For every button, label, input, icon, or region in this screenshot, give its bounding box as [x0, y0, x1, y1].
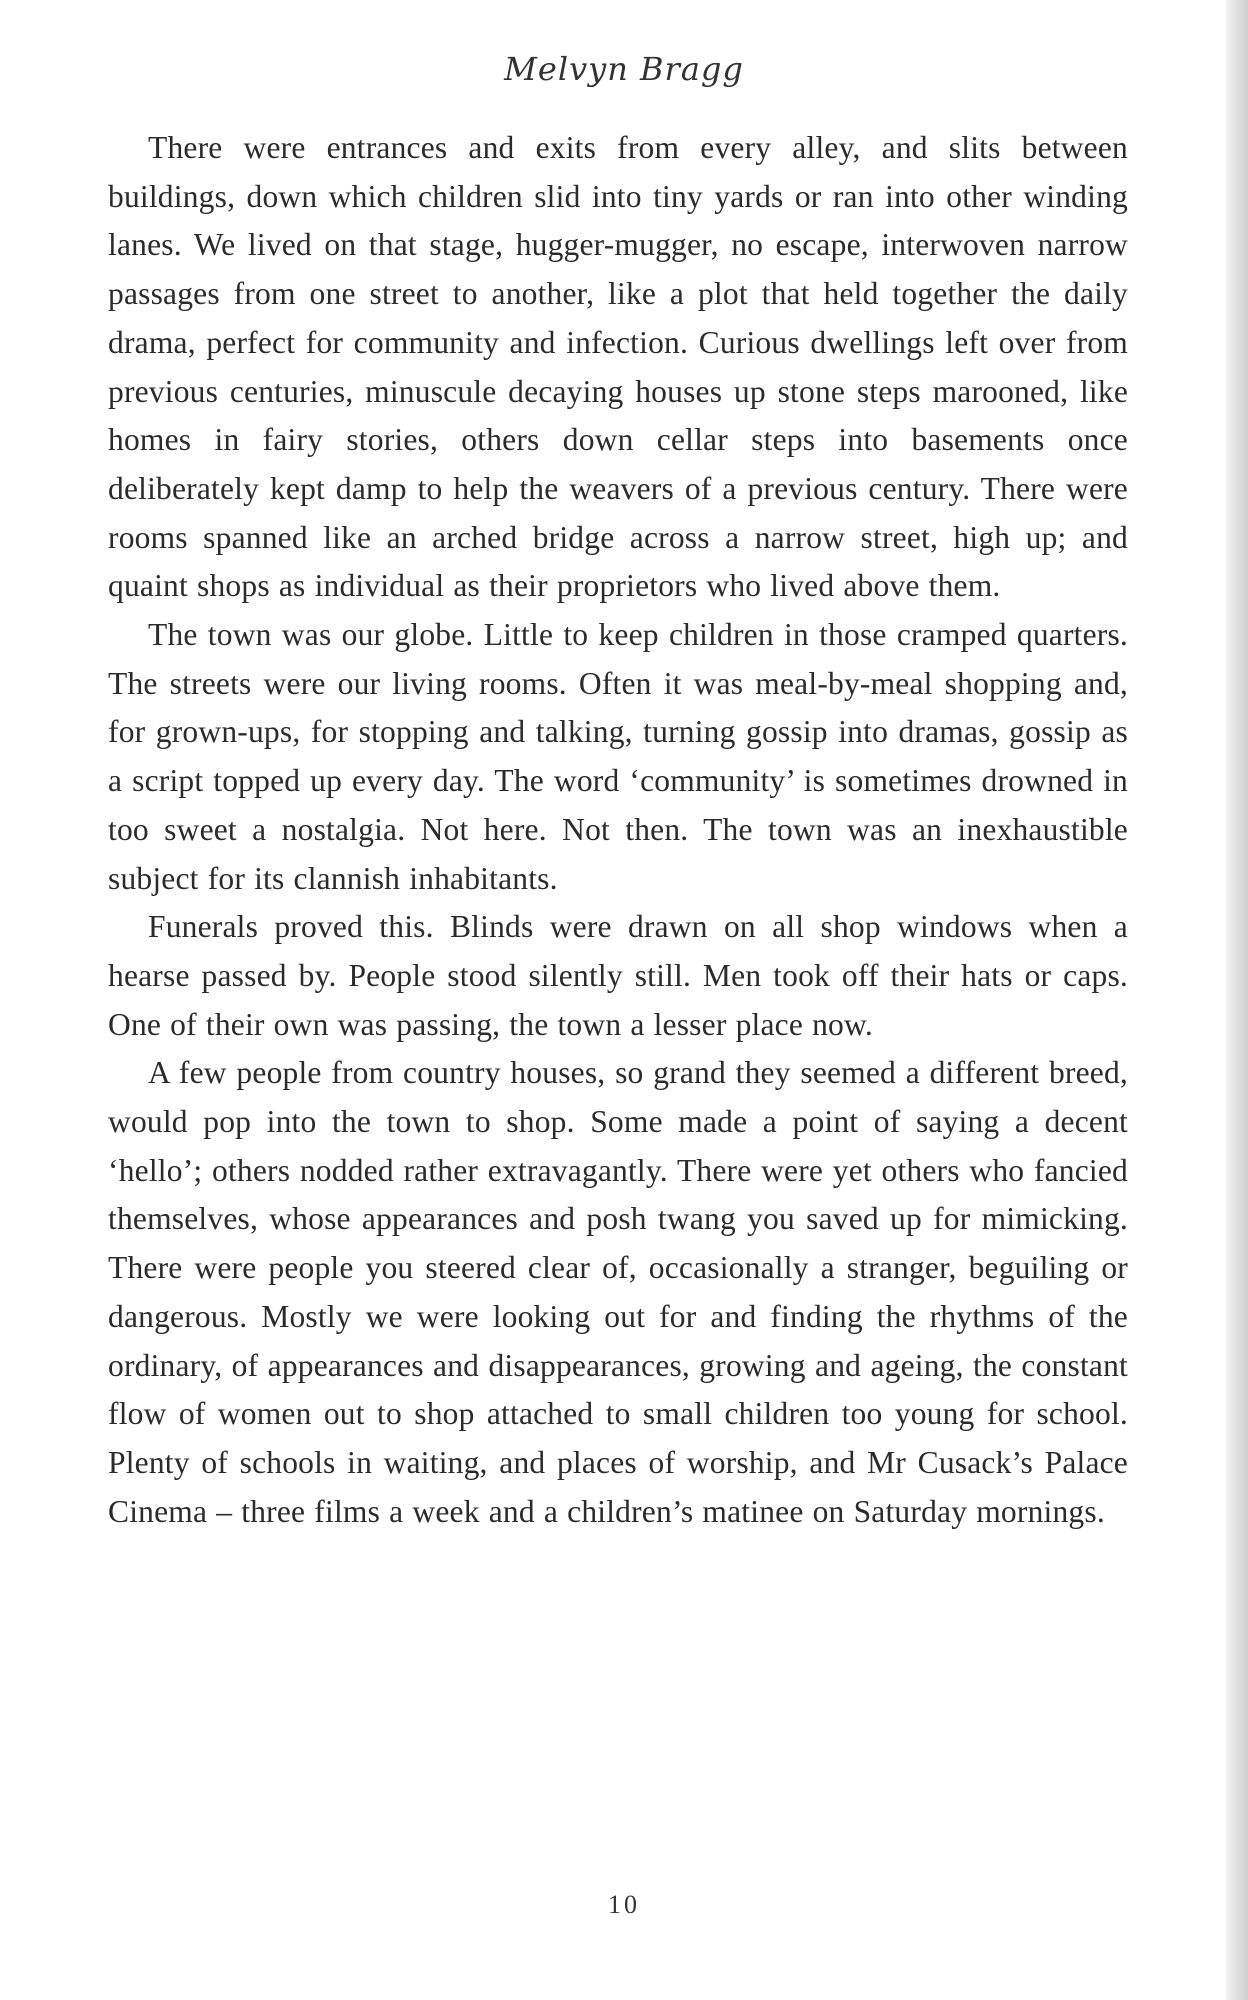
page-number: 10 — [608, 1890, 640, 1919]
paragraph-town-globe: The town was our globe. Little to keep children in those cramped quarters. The streets were our living rooms. Often it was meal-by-meal shopping and, for grown-ups, for stopping and talking, turning gossip into dramas, gossip as a script topped up every day. The word ‘community’ is sometimes drowned in too sweet a nostalgia. Not here. Not then. The town was an inexhaustible subject for its clannish inhabitants. — [108, 617, 1128, 896]
running-head-author: Melvyn Bragg — [504, 50, 744, 88]
paragraph-alleys: There were entrances and exits from every alley, and slits between buildings, down which children slid into tiny yards or ran into other winding lanes. We lived on that stage, hugger-mugger, no escape, interwoven narrow passages from one street to another, like a plot that held together the daily drama, perfect for community and infection. Curious dwellings left over from previous centuries, minuscule decaying houses up stone steps marooned, like homes in fairy stories, others down cellar steps into basements once deliberately kept damp to help the weavers of a previous century. There were rooms spanned like an arched bridge across a narrow street, high up; and quaint shops as individual as their proprietors who lived above them. — [108, 130, 1128, 604]
page-edge-shadow — [1226, 0, 1248, 2000]
body-text — [108, 124, 1128, 1536]
paragraph-country-houses: A few people from country houses, so grand they seemed a different breed, would pop into the town to shop. Some made a point of saying a decent ‘hello’; others nodded rather extravagantly. There were yet others who fancied themselves, whose appearances and posh twang you saved up for mimicking. There were people you steered clear of, occasionally a stranger, beguiling or dangerous. Mostly we were looking out for and finding the rhythms of the ordinary, of appearances and disappearances, growing and ageing, the constant flow of women out to shop attached to small children too young for school. Plenty of schools in waiting, and places of worship, and Mr Cusack’s Palace Cinema – three films a week and a children’s matinee on Saturday mornings. — [108, 1055, 1128, 1529]
paragraph-funerals: Funerals proved this. Blinds were drawn on all shop windows when a hearse passed by. People stood silently still. Men took off their hats or caps. One of their own was passing, the town a lesser place now. — [108, 909, 1128, 1042]
